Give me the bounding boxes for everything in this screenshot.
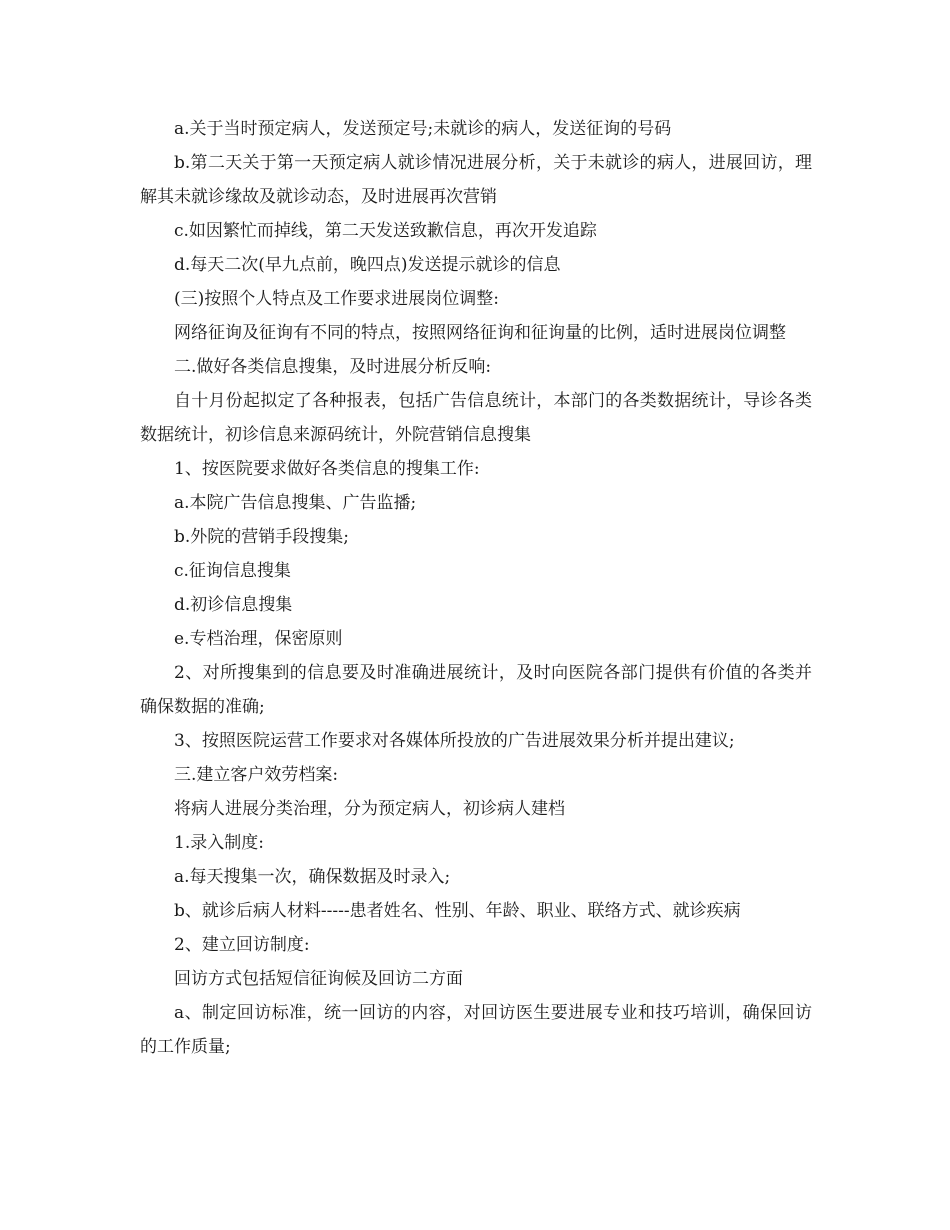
paragraph: a.关于当时预定病人，发送预定号;未就诊的病人，发送征询的号码 xyxy=(174,119,672,139)
paragraph: 2、对所搜集到的信息要及时准确进展统计，及时向医院各部门提供有价值的各类并确保数据的准确; xyxy=(140,663,812,717)
section-heading: 三.建立客户效劳档案: xyxy=(174,765,339,785)
paragraph: 回访方式包括短信征询候及回访二方面 xyxy=(174,969,463,989)
list-item: c.征询信息搜集 xyxy=(174,561,291,581)
subsection-heading: 2、建立回访制度: xyxy=(174,935,310,955)
list-item: e.专档治理，保密原则 xyxy=(174,629,343,649)
paragraph: b.第二天关于第一天预定病人就诊情况进展分析，关于未就诊的病人，进展回访，理解其未就诊缘故及就诊动态，及时进展再次营销 xyxy=(140,153,812,207)
paragraph: 3、按照医院运营工作要求对各媒体所投放的广告进展效果分析并提出建议; xyxy=(174,731,735,751)
paragraph: 自十月份起拟定了各种报表，包括广告信息统计，本部门的各类数据统计，导诊各类数据统计，初诊信息来源码统计，外院营销信息搜集 xyxy=(140,391,812,445)
section-heading: 二.做好各类信息搜集，及时进展分析反响: xyxy=(174,357,492,377)
document-body xyxy=(140,112,812,1064)
list-item: b.外院的营销手段搜集; xyxy=(174,527,350,547)
paragraph: c.如因繁忙而掉线，第二天发送致歉信息，再次开发追踪 xyxy=(174,221,597,241)
subsection-heading: 1、按医院要求做好各类信息的搜集工作: xyxy=(174,459,480,479)
list-item: a.每天搜集一次，确保数据及时录入; xyxy=(174,867,451,887)
paragraph: 网络征询及征询有不同的特点，按照网络征询和征询量的比例，适时进展岗位调整 xyxy=(174,323,786,343)
list-item: a.本院广告信息搜集、广告监播; xyxy=(174,493,417,513)
subsection-heading: 1.录入制度: xyxy=(174,833,264,853)
list-item: b、就诊后病人材料-----患者姓名、性别、年龄、职业、联络方式、就诊疾病 xyxy=(174,901,741,921)
paragraph: 将病人进展分类治理，分为预定病人，初诊病人建档 xyxy=(174,799,565,819)
section-heading: (三)按照个人特点及工作要求进展岗位调整: xyxy=(174,289,499,309)
list-item: d.初诊信息搜集 xyxy=(174,595,293,615)
list-item: a、制定回访标准，统一回访的内容，对回访医生要进展专业和技巧培训，确保回访的工作质量; xyxy=(140,1003,812,1057)
paragraph: d.每天二次(早九点前，晚四点)发送提示就诊的信息 xyxy=(174,255,561,275)
